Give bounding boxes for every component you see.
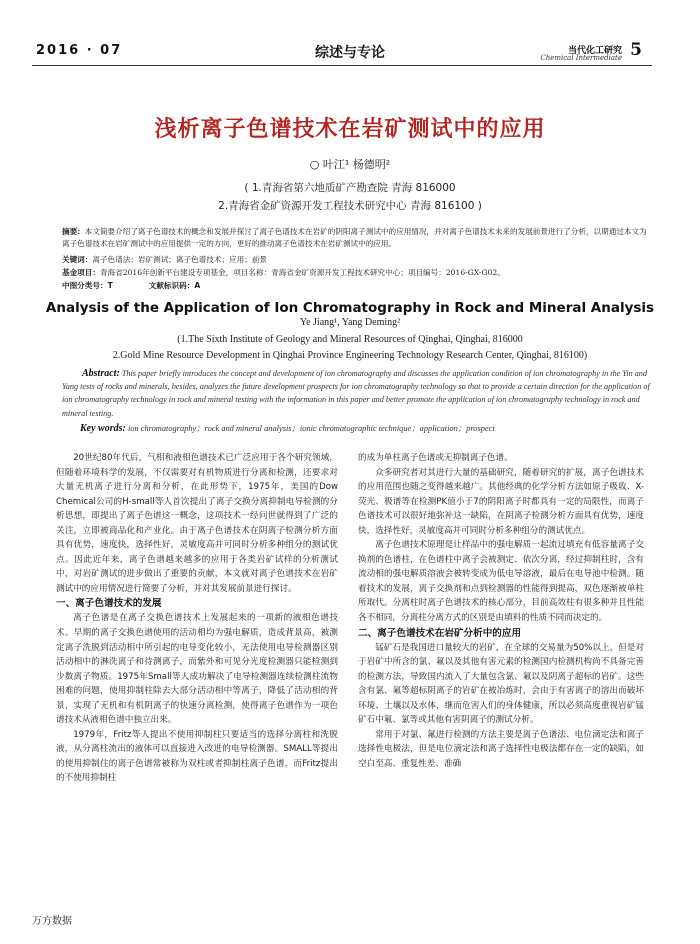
keywords-cn [62, 254, 652, 266]
abstract-en: Abstract: This paper briefly introduces the concept and development of ion chromatography and discusses the application condition of ion chromatography in the Yin and Yang tests of rocks and minerals, besides, analyzes the future development prospects for ion chromatography technology so that to provide a certain direction for the application of ion chromatography technology in rock and mineral testing with the information in this paper and better promote the application of ion chromatography technology in rock and mineral testing. [62, 368, 650, 418]
journal-name-en: Chemical Intermediate [540, 54, 622, 62]
keywords-text-en: ion chromatography；rock and mineral analysis；ionic chromatographic technique；application；prospect [127, 424, 495, 433]
clc-label-cn: 中图分类号： [62, 281, 108, 290]
body-column-left [56, 451, 338, 786]
section-heading-2: 二、离子色谱技术在岩矿分析中的应用 [358, 627, 522, 639]
classification-cn [62, 280, 652, 292]
article-title-cn: 浅析离子色谱技术在岩矿测试中的应用 [154, 117, 546, 142]
body-paragraph: 锰矿石是我国进口量较大的岩矿，在全球的交易量为50%以上，但是对于岩矿中所含的氯、氟以及其他有害元素的检测国内检测机构尚不具备完善的检测方法，导致国内流入了大量包含氯、氟以及阴离子超标的岩矿。这些含有氯、氟等超标阴离子的岩矿在被冶炼时，会由于有害离子的溶出而破坏环境、土壤以及水体，继而危害人们的身体健康，所以必须高度重视岩矿锰矿石中氟、氯等或其他有害阴离子的测试分析。 [358, 642, 644, 726]
authors-en: Ye Jiang¹, Yang Deming² [299, 317, 401, 328]
body-paragraph: 的成为单柱离子色谱或无抑制离子色谱。 [358, 453, 513, 463]
affiliation-cn-2: 2.青海省金矿资源开发工程技术研究中心 青海 816100 ) [218, 200, 482, 212]
abstract-cn [62, 226, 652, 249]
article-title-en: Analysis of the Application of Ion Chromatography in Rock and Mineral Analysis [45, 300, 655, 316]
keywords-label-cn: 关键词： [62, 255, 93, 264]
keywords-label-en: Key words [80, 423, 123, 434]
fund-cn [62, 267, 652, 279]
body-column-right [358, 451, 644, 771]
affiliation-en-1: (1.The Sixth Institute of Geology and Mineral Resources of Qinghai, Qinghai, 816000 [177, 334, 523, 345]
abstract-label-cn: 摘要： [62, 227, 85, 236]
issue-label: 2016 · 07 [36, 43, 123, 58]
section-label: 综述与专论 [315, 45, 385, 61]
doc-code-value-cn: A [194, 281, 201, 290]
affiliation-en-2: 2.Gold Mine Resource Development in Qinghai Province Engineering Technology Research Center, Qinghai, 816100) [112, 350, 588, 361]
journal-name-cn: 当代化工研究 [567, 46, 622, 56]
body-paragraph: 离子色谱是在离子交换色谱技术上发展起来的一项新的液相色谱技术。早期的离子交换色谱使用的活动相均为强电解质，造成背景高，被测定离子洗脱到活动相中所引起的电导变化较小，无法使用电导检测器区别活动相中的淋洗离子和待测离子，而紫外和可见分光度检测器只能检测到少数离子物质。1975年Small等人成功解决了电导检测器连续检测柱流物困难的问题，使用抑制柱除去大部分活动相中等离子，降低了活动相的背景，实现了无机和有机阴离子的快速分离检测，使得离子色谱作为一项色谱技术从液相色谱中独立出来。 [56, 613, 338, 726]
header-rule [32, 65, 652, 66]
body-paragraph: 离子色谱技术原理是让样品中的强电解质一起流过填充有低容量离子交换剂的色谱柱，在色谱柱中离子会被测定、依次分离，经过抑制柱时，含有流动相的强电解质溶液会被转变成为低电导溶液，最后在电导池中检测。随着技术的发展，离子交换剂和点到检测器的性能得到提高，双色逐渐被单柱所取代。分离柱时离子色谱技术的核心部分，目前高效柱有很多种并且性能各不相同，分离柱分离方式的区别是由填料的性质不同而决定的。 [358, 540, 644, 624]
page-number: 5 [630, 40, 642, 60]
affiliation-cn-1: ( 1.青海省第六地质矿产勘查院 青海 816000 [244, 182, 456, 194]
body-paragraph: 众多研究者对其进行大量的基础研究，随着研究的扩展，离子色谱技术的应用范围也随之变得越来越广。其他经典的化学分析方法如原子吸收、X-荧光、极谱等在检测PK值小于7的阴阳离子时都具有一定的局限性，而离子色谱技术可以很好地弥补这一缺陷，在阴离子检测分析方面具有优势，速度快，选择性好，灵敏度高并可同时分析多种组分的测试优点。 [358, 467, 644, 536]
body-paragraph: 1979年，Fritz等人提出不使用抑制柱只要适当的选择分离柱和洗脱液，从分离柱流出的液体可以直接进入改进的电导检测器。SMALL等提出的使用抑制住的离子色谱常被称为双柱或者抑制柱离子色谱，而Fritz提出的不使用抑制柱 [56, 729, 338, 784]
abstract-text-cn: 本文简要介绍了离子色谱技术的概念和发展并探讨了离子色谱技术在岩矿的阴阳离子测试中的应用情况，并对离子色谱技术未来的发展前景进行了分析，以期通过本文为离子色谱技术在岩矿测试中的应用提供一定的方向，更好的推动离子色谱技术在岩矿测试中的应用。 [62, 227, 647, 248]
fund-text-cn: 青海省2016年创新平台建设专项基金，项目名称：青海省金矿资源开发工程技术研究中心；项目编号：2016-GX-G02。 [99, 268, 505, 277]
body-paragraph: 常用于对氯、氟进行检测的方法主要是离子色谱法、电位滴定法和离子选择性电极法，但是电位滴定法和离子选择性电极法都存在一定的缺陷，如空白至高、重复性差、准确 [358, 729, 644, 769]
fund-label-cn: 基金项目： [62, 268, 100, 277]
doc-code-label-cn: 文献标识码： [148, 281, 195, 290]
source-watermark: 万方数据 [32, 916, 72, 927]
abstract-text-en: This paper briefly introduces the concept and development of ion chromatography and discusses the application condition of ion chromatography in the Yin and Yang tests of rocks and minerals, besides, analyzes the future development prospects for ion chromatography technology so that to provide a certain direction for the application of ion chromatography technology in rock and mineral testing with the information in this paper and better promote the application of ion chromatography technology in rock and mineral testing. [62, 369, 650, 418]
keywords-text-cn: 离子色谱法；岩矿测试；离子色谱技术；应用；前景 [92, 255, 268, 264]
keywords-en: Key words: ion chromatography；rock and mineral analysis；ionic chromatographic technique；application；prospect [80, 423, 495, 434]
clc-value-cn: T [107, 281, 113, 290]
body-paragraph: 20世纪80年代后，气相和液相色谱技术已广泛应用于各个研究领域，但随着环境科学的发展，不仅需要对有机物质进行分离和检测，还要求对大量无机离子进行分离和分析，在此形势下，1975年，美国的Dow Chemical公司的H-small等人首次提出了离子交换分离抑制电导检测的分析思想，即提出了离子色谱这一概念，这项技术一经问世就得到了广泛的关注，立即被商品化和产业化。由于离子色谱技术在阴离子检测分析方面具有优势，速度快，选择性好，灵敏度高并可同时分析多种组分的测试优点。因此近年来，离子色谱越来越多的应用于各类岩矿试样的分析测试中，对岩矿测试的进步做出了重要的贡献，本文就对离子色谱技术在岩矿测试中的应用情况进行简要了分析，并对其发展前景进行探讨。 [56, 453, 338, 594]
abstract-label-en: Abstract [82, 368, 117, 379]
authors-cn: ○ 叶江¹ 杨德明² [309, 158, 391, 171]
section-heading-1: 一、离子色谱技术的发展 [56, 598, 162, 610]
